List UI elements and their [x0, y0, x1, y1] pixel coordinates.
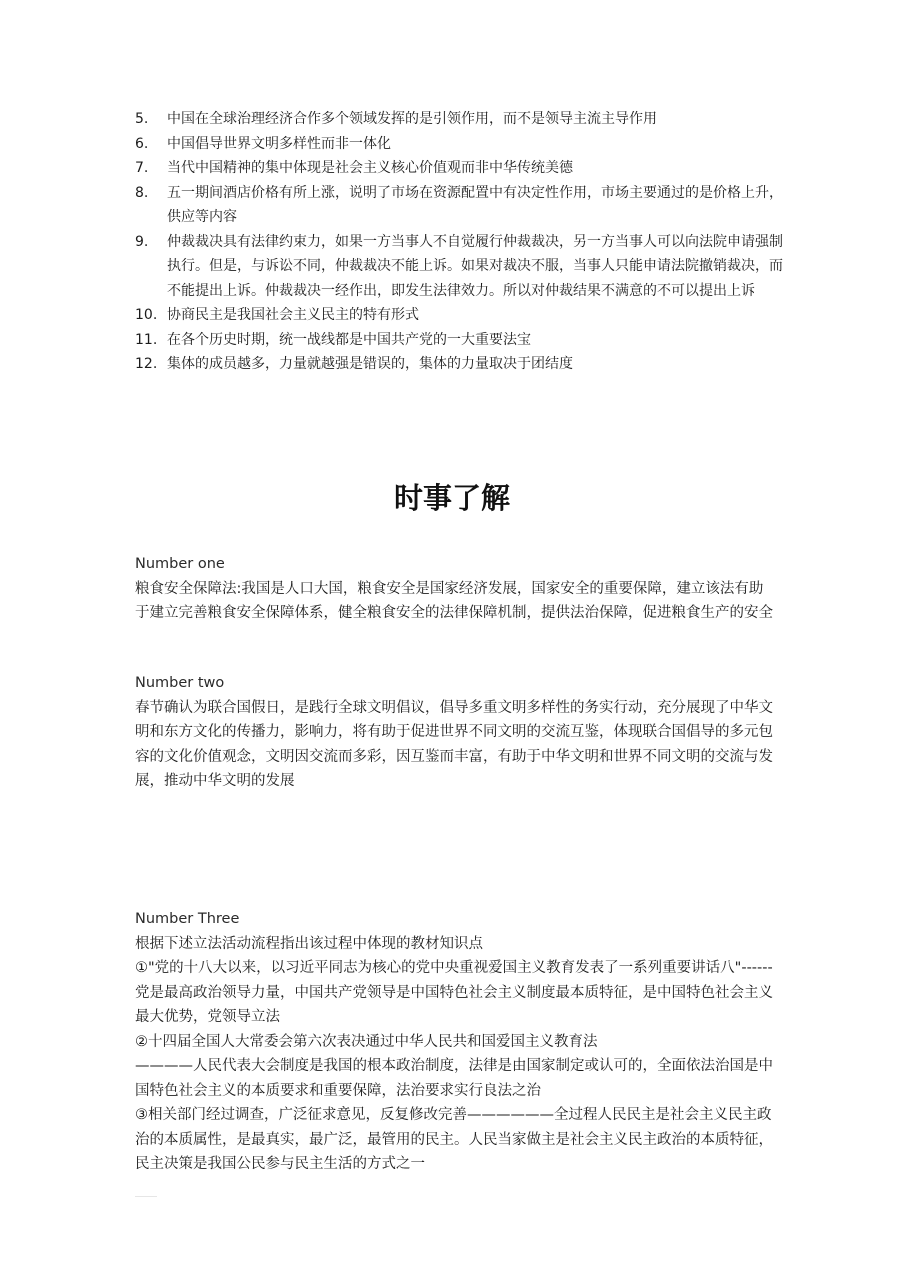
list-item-text: 在各个历史时期，统一战线都是中国共产党的一大重要法宝	[167, 331, 531, 348]
list-item-text: 仲裁裁决具有法律约束力，如果一方当事人不自觉履行仲裁裁决，另一方当事人可以向法院申请强制执行。但是，与诉讼不同，仲裁裁决不能上诉。如果对裁决不服，当事人只能申请法院撤销裁决，而不能提出上诉。仲裁裁决一经作出，即发生法律效力。所以对仲裁结果不满意的不可以提出上诉	[167, 233, 783, 299]
list-item-number: 5.	[135, 111, 149, 127]
section-number-three	[135, 907, 775, 1177]
list-item-text: 中国在全球治理经济合作多个领域发挥的是引领作用，而不是领导主流主导作用	[167, 111, 657, 127]
list-item-number: 11.	[135, 331, 158, 348]
section-paragraph: ①"党的十八大以来，以习近平同志为核心的党中央重视爱国主义教育发表了一系列重要讲话八"------党是最高政治领导力量，中国共产党领导是中国特色社会主义制度最本质特征，是中国特色社会主义最大优势，党领导立法	[135, 960, 773, 1025]
section-number-one	[135, 552, 775, 626]
footer-divider	[135, 1196, 157, 1197]
section-paragraph: ————人民代表大会制度是我国的根本政治制度，法律是由国家制定或认可的，全面依法治国是中国特色社会主义的本质要求和重要保障，法治要求实行良法之治	[135, 1058, 773, 1099]
list-item-text: 当代中国精神的集中体现是社会主义核心价值观而非中华传统美德	[167, 160, 573, 176]
section-label: Number one	[135, 556, 225, 572]
list-item-number: 12.	[135, 356, 158, 372]
list-item-text: 五一期间酒店价格有所上涨，说明了市场在资源配置中有决定性作用，市场主要通过的是价格上升，供应等内容	[167, 184, 783, 225]
section-text: 粮食安全保障法:我国是人口大国，粮食安全是国家经济发展，国家安全的重要保障，建立该法有助于建立完善粮食安全保障体系，健全粮食安全的法律保障机制，提供法治保障，促进粮食生产的安全	[135, 580, 773, 621]
section-intro: 根据下述立法活动流程指出该过程中体现的教材知识点	[135, 935, 483, 952]
list-item-text: 协商民主是我国社会主义民主的特有形式	[167, 307, 419, 323]
list-item	[135, 303, 785, 328]
section-heading: 时事了解	[393, 481, 510, 515]
list-item-text: 集体的成员越多，力量就越强是错误的，集体的力量取决于团结度	[167, 356, 573, 372]
list-item	[135, 156, 785, 181]
list-item	[135, 132, 785, 157]
section-paragraph: ②十四届全国人大常委会第六次表决通过中华人民共和国爱国主义教育法	[135, 1033, 598, 1050]
list-item-number: 7.	[135, 160, 149, 176]
list-item-number: 9.	[135, 233, 149, 250]
list-item	[135, 328, 785, 353]
section-label: Number two	[135, 675, 225, 691]
section-text: 春节确认为联合国假日，是践行全球文明倡议，倡导多重文明多样性的务实行动，充分展现了中华文明和东方文化的传播力，影响力，将有助于促进世界不同文明的交流互鉴，体现联合国倡导的多元包容的文化价值观念，文明因交流而多彩，因互鉴而丰富，有助于中华文明和世界不同文明的交流与发展，推动中华文明的发展	[135, 699, 773, 789]
list-item-number: 10.	[135, 307, 158, 323]
list-item	[135, 181, 785, 230]
numbered-list	[135, 107, 785, 377]
list-item	[135, 352, 785, 377]
list-item	[135, 107, 785, 132]
section-paragraph: ③相关部门经过调查，广泛征求意见，反复修改完善——————全过程人民民主是社会主义民主政治的本质属性，是最真实，最广泛，最管用的民主。人民当家做主是社会主义民主政治的本质特征，民主决策是我国公民参与民主生活的方式之一	[135, 1107, 773, 1172]
section-number-two	[135, 671, 775, 794]
list-item-number: 6.	[135, 135, 149, 152]
list-item-number: 8.	[135, 184, 149, 201]
section-label: Number Three	[135, 911, 240, 927]
list-item	[135, 230, 785, 304]
list-item-text: 中国倡导世界文明多样性而非一体化	[167, 135, 391, 152]
